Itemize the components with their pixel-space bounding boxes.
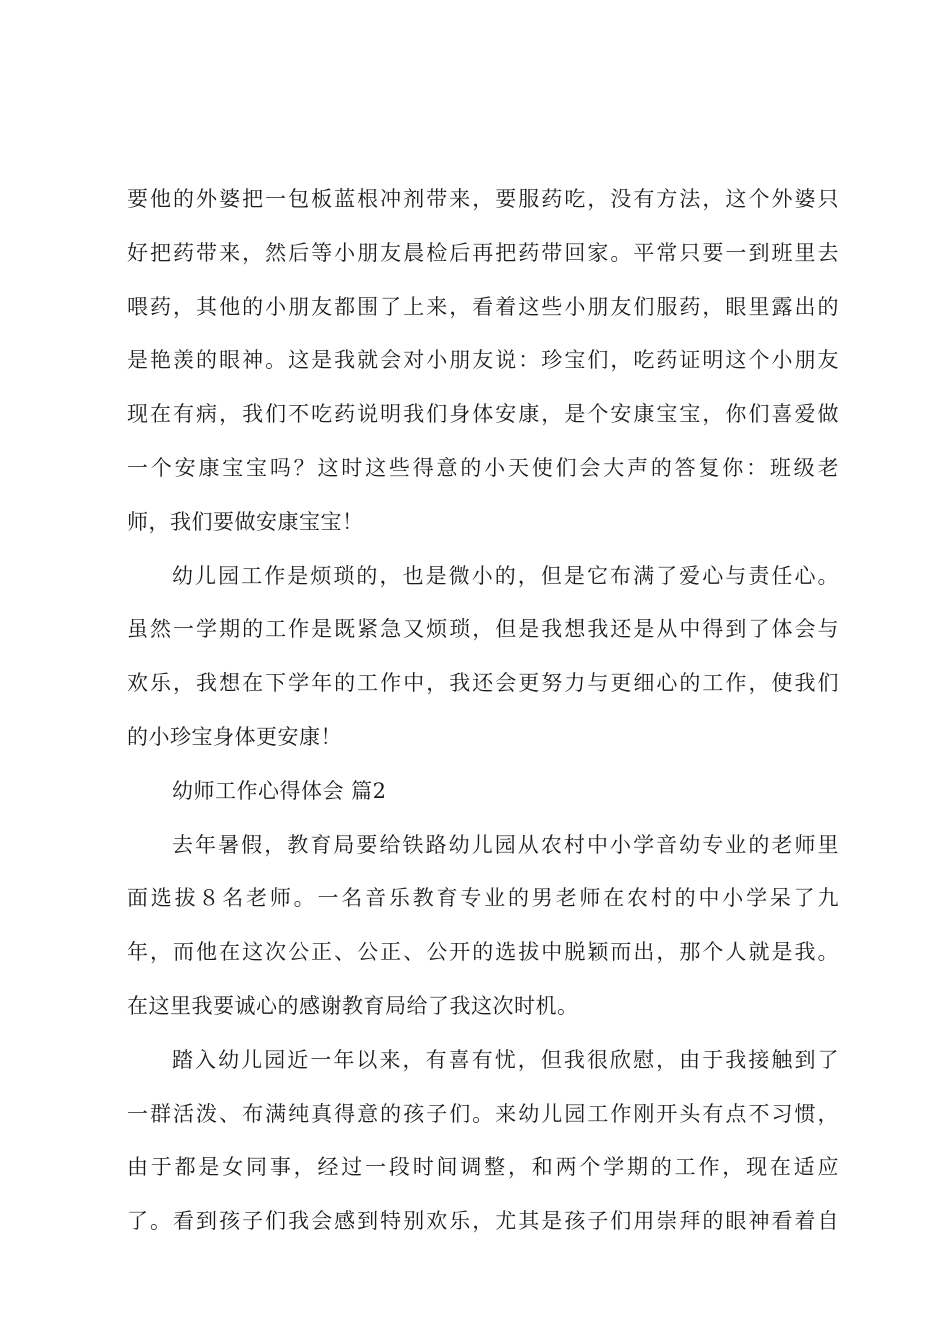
paragraph-first-line: 幼儿园工作是烦琐的，也是微小的，但是它布满了爱心与责任心。 xyxy=(172,563,839,588)
text-line: 年，而他在这次公正、公正、公开的选拔中脱颖而出，那个人就是我。 xyxy=(127,940,839,965)
section-heading: 幼师工作心得体会 篇2 xyxy=(172,778,387,803)
text-line: 欢乐，我想在下学年的工作中，我还会更努力与更细心的工作，使我们 xyxy=(127,671,839,696)
text-line: 好把药带来，然后等小朋友晨检后再把药带回家。平常只要一到班里去 xyxy=(127,240,839,265)
text-line: 喂药，其他的小朋友都围了上来，看着这些小朋友们服药，眼里露出的 xyxy=(127,294,839,319)
text-line: 现在有病，我们不吃药说明我们身体安康，是个安康宝宝，你们喜爱做 xyxy=(127,402,839,427)
text-line: 要他的外婆把一包板蓝根冲剂带来，要服药吃，没有方法，这个外婆只 xyxy=(127,187,839,211)
paragraph-first-line: 去年暑假，教育局要给铁路幼儿园从农村中小学音幼专业的老师里 xyxy=(172,832,839,857)
text-line: 由于都是女同事，经过一段时间调整，和两个学期的工作，现在适应 xyxy=(127,1155,839,1180)
text-line: 是艳羡的眼神。这是我就会对小朋友说：珍宝们，吃药证明这个小朋友 xyxy=(127,348,839,373)
text-line: 一个安康宝宝吗？这时这些得意的小天使们会大声的答复你：班级老 xyxy=(127,455,839,480)
text-line: 面选拔８名老师。一名音乐教育专业的男老师在农村的中小学呆了九 xyxy=(127,886,839,911)
text-line: 的小珍宝身体更安康！ xyxy=(127,724,342,749)
text-line: 虽然一学期的工作是既紧急又烦琐，但是我想我还是从中得到了体会与 xyxy=(127,617,839,642)
text-line: 师，我们要做安康宝宝！ xyxy=(127,509,364,534)
paragraph-first-line: 踏入幼儿园近一年以来，有喜有忧，但我很欣慰，由于我接触到了 xyxy=(172,1047,839,1072)
text-line: 一群活泼、布满纯真得意的孩子们。来幼儿园工作刚开头有点不习惯， xyxy=(127,1101,839,1126)
document-body xyxy=(127,173,839,1249)
text-line: 了。看到孩子们我会感到特别欢乐，尤其是孩子们用崇拜的眼神看着自 xyxy=(127,1209,839,1234)
text-line: 在这里我要诚心的感谢教育局给了我这次时机。 xyxy=(127,993,579,1018)
